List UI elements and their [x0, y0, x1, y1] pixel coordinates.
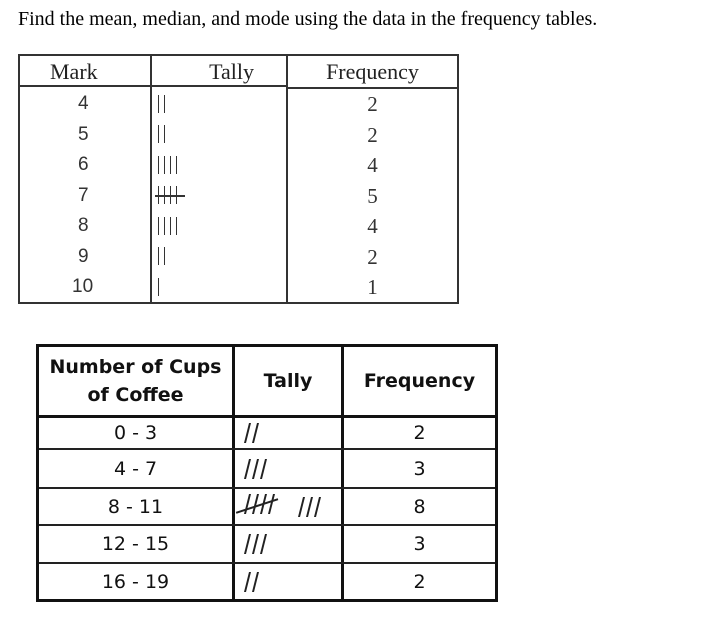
tally-column	[150, 56, 288, 302]
tally-stroke	[311, 497, 318, 517]
tally-cross-stroke	[155, 195, 185, 196]
tally-stroke	[164, 95, 165, 113]
tally-cell	[235, 564, 341, 599]
tally-group-five	[241, 494, 273, 519]
tally-marks	[158, 186, 182, 204]
tally-cell	[235, 526, 341, 562]
tally-stroke	[249, 534, 256, 554]
frequency-column	[286, 56, 457, 302]
tally-stroke	[158, 156, 159, 174]
frequency-cell: 2	[367, 244, 378, 269]
tally-cell	[152, 272, 288, 303]
tally-stroke	[158, 125, 159, 143]
mark-cell: 10	[72, 276, 94, 297]
frequency-cell: 2	[413, 570, 426, 593]
tally-stroke	[257, 534, 264, 554]
mark-cell: 8	[78, 215, 89, 236]
instruction-text: Find the mean, median, and mode using the data in the frequency tables.	[18, 8, 598, 30]
frequency-cell: 4	[367, 153, 378, 177]
tally-cell	[152, 211, 288, 242]
cups-range-cell: 8 - 11	[107, 495, 164, 518]
tally-cell	[152, 242, 288, 273]
mark-cell: 6	[78, 154, 89, 175]
frequency-cell: 2	[367, 122, 378, 147]
frequency-header: Frequency	[288, 56, 457, 89]
marks-frequency-table	[18, 54, 459, 304]
tally-stroke	[241, 423, 248, 443]
tally-marks	[158, 217, 182, 235]
frequency-cell: 8	[413, 495, 426, 518]
mark-header: Mark	[20, 56, 150, 87]
tally-header: Tally	[152, 56, 288, 87]
tally-marks	[158, 95, 170, 113]
tally-marks	[158, 156, 182, 174]
mark-cell: 9	[78, 245, 89, 267]
tally-stroke	[158, 278, 159, 296]
tally-marks	[158, 247, 170, 265]
tally-stroke	[176, 156, 177, 174]
frequency-cell: 1	[367, 275, 378, 299]
tally-stroke	[176, 217, 177, 235]
tally-stroke	[164, 156, 165, 174]
cups-header	[39, 347, 232, 415]
tally-stroke	[249, 423, 256, 443]
tally-stroke	[158, 217, 159, 235]
tally-stroke	[158, 95, 159, 113]
mark-cell: 7	[78, 184, 89, 206]
tally-stroke	[241, 572, 248, 592]
cups-range-cell: 4 - 7	[113, 457, 158, 480]
tally-stroke	[257, 459, 264, 479]
tally-marks	[158, 125, 170, 143]
tally-stroke	[170, 156, 171, 174]
tally-cell	[152, 120, 288, 151]
tally-marks	[158, 278, 164, 296]
tally-stroke	[158, 247, 159, 265]
mark-column	[20, 56, 150, 302]
frequency-cell: 2	[413, 422, 426, 444]
tally-stroke	[303, 497, 310, 517]
frequency-cell: 3	[413, 457, 426, 480]
tally-stroke	[295, 497, 302, 517]
frequency-cell: 5	[367, 183, 378, 208]
tally-stroke	[170, 217, 171, 235]
tally-stroke	[164, 217, 165, 235]
tally-cell	[235, 418, 341, 448]
tally-cell	[235, 450, 341, 487]
cups-range-cell: 12 - 15	[101, 533, 170, 555]
frequency-header: Frequency	[363, 370, 476, 392]
tally-stroke	[249, 494, 256, 514]
mark-cell: 5	[78, 123, 89, 145]
cups-header-line: Number of Cups	[49, 356, 222, 378]
cups-range-cell: 16 - 19	[101, 570, 170, 593]
tally-stroke	[249, 572, 256, 592]
tally-cell	[152, 150, 288, 181]
tally-cell	[152, 181, 288, 212]
tally-stroke	[249, 459, 256, 479]
frequency-cell: 2	[367, 92, 378, 116]
cups-header-line: of Coffee	[87, 384, 184, 406]
tally-header: Tally	[263, 370, 313, 392]
mark-cell: 4	[78, 93, 89, 114]
tally-cell	[152, 89, 288, 120]
tally-stroke	[164, 125, 165, 143]
tally-stroke	[241, 459, 248, 479]
tally-stroke	[241, 534, 248, 554]
frequency-cell: 3	[413, 533, 426, 555]
tally-stroke	[164, 247, 165, 265]
cups-range-cell: 0 - 3	[113, 422, 158, 444]
frequency-cell: 4	[367, 214, 378, 238]
tally-cell	[235, 489, 341, 524]
coffee-frequency-table	[36, 344, 498, 602]
tally-stroke	[265, 494, 272, 514]
